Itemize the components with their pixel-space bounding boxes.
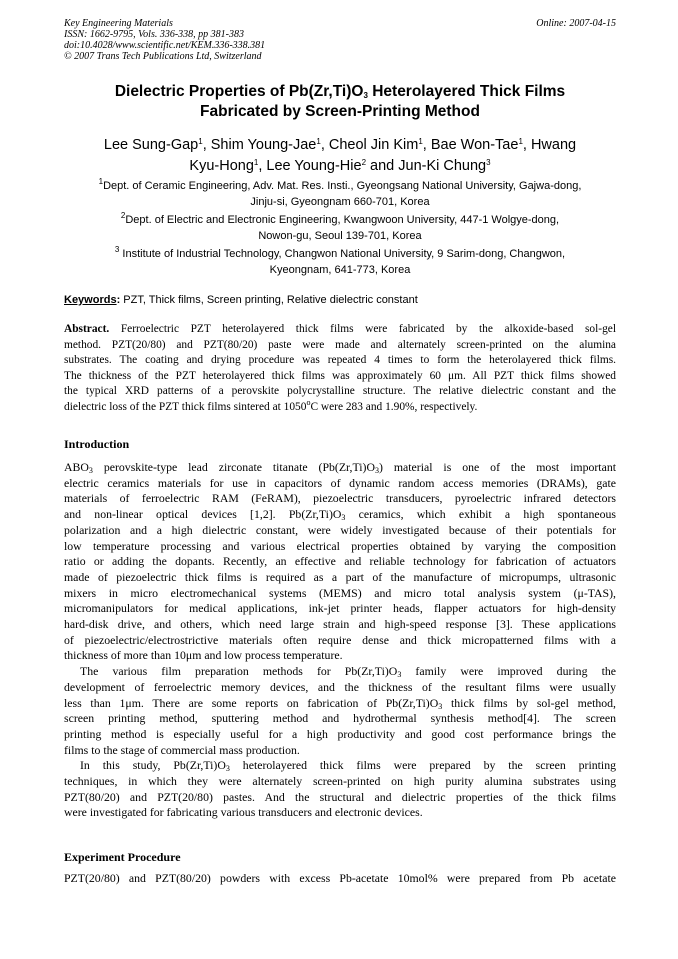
intro-line: polarization and a high dielectric constant, were widely investigated because of their potentials for: [64, 522, 616, 537]
author-list: [64, 135, 616, 177]
journal-header: [64, 18, 616, 62]
abstract-line: Abstract. Ferroelectric PZT heterolayered thick films were fabricated by the alkoxide-based sol-gel: [64, 323, 616, 335]
affiliation-1-line-1: $^1$Dept. of Ceramic Engineering, Adv. Mat. Res. Insti., Gyeongsang National University, Gajwa-dong,: [98, 177, 582, 192]
intro-line: micromanipulators for medical applications, ink-jet printer heads, flapper actuators for high-density: [64, 601, 616, 616]
author-line-1: Lee Sung-Gap$^1$, Shim Young-Jae$^1$, Cheol Jin Kim$^1$, Bae Won-Tae$^1$, Hwang: [103, 137, 577, 153]
experiment-heading: Experiment Procedure: [64, 850, 181, 864]
introduction-body: [64, 460, 616, 821]
intro-line: thickness of more than 10μm and low process temperature.: [64, 648, 343, 663]
abstract-line: the typical XRD patterns of a perovskite polycrystalline structure. The relative dielectric constant and the: [64, 385, 616, 398]
intro-line: mixers in micro electromechanical systems (MEMS) and micro total analysis system (μ-TAS),: [64, 585, 616, 600]
intro-line: materials of ferroelectric RAM (FeRAM), piezoelectric transducers, pyroelectric infrared detectors: [64, 491, 616, 506]
intro-line: techniques, in which they were alternately screen-printed on high purity alumina substrates using: [64, 774, 616, 789]
intro-line: In this study, $Pb(Zr,Ti)O_3$ heterolayered thick films were prepared by the screen printing: [80, 758, 617, 774]
intro-line: printing method is especially useful for a high productivity and good cost performance brings the: [64, 726, 616, 741]
intro-line: less than 1μm. There are some reports on fabrication of $Pb(Zr,Ti)O_3$ thick films by sol-gel method,: [64, 695, 616, 711]
introduction-heading: Introduction: [64, 437, 130, 451]
intro-line: ratio or adding the dopants. Recently, an effective and reliable technology for fabrication of actuators: [64, 554, 616, 569]
affiliation-3-line-2: Kyeongnam, 641-773, Korea: [269, 264, 411, 276]
author-line-2: Kyu-Hong$^1$, Lee Young-Hie$^2$ and Jun-Ki Chung$^3$: [189, 158, 491, 174]
intro-line: $ABO_3$ perovskite-type lead zirconate titanate $(Pb(Zr,Ti)O_3)$ material is one of the most important: [64, 460, 616, 475]
affiliation-1-line-2: Jinju-si, Gyeongnam 660-701, Korea: [250, 196, 430, 208]
affiliation-2-line-1: $^2$Dept. of Electric and Electronic Engineering, Kwangwoon University, 447-1 Wolgye-dong,: [120, 211, 560, 226]
abstract-line: method. PZT(20/80) and PZT(80/20) paste were made and alternately screen-printed on the alumina: [64, 338, 616, 351]
affiliations: [64, 178, 616, 278]
abstract-line: The thickness of the PZT heterolayered thick films was approximately 60 μm. All PZT thick films showed: [64, 369, 616, 382]
intro-line: development of ferroelectric memory devices, and the thickness of the resultant films were usually: [64, 679, 616, 694]
keywords-line: Keywords: PZT, Thick films, Screen printing, Relative dielectric constant: [64, 294, 418, 306]
intro-line: were investigated for fabricating various transducers and electronic devices.: [64, 805, 423, 820]
copyright-line: © 2007 Trans Tech Publications Ltd, Switzerland: [64, 51, 262, 62]
paper-title: [64, 82, 616, 122]
intro-line: The various film preparation methods for $Pb(Zr,Ti)O_3$ family were improved during the: [80, 664, 616, 680]
intro-line: screen printing method, sputtering method and hydrothermal synthesis method[4]. The screen: [64, 711, 616, 726]
experiment-body: [64, 871, 616, 887]
intro-line: low temperature processing and various electrical properties obtained by varying the composition: [64, 538, 616, 553]
keywords-label: Keywords: [64, 294, 117, 306]
affiliation-2-line-2: Nowon-gu, Seoul 139-701, Korea: [258, 230, 422, 242]
intro-line: made of piezoelectric thick films is required as a part of the manufacture of micropumps, ultrasonic: [64, 569, 616, 584]
intro-line: hard-disk drive, and others, which need large strain and high-speed response [3]. These applications: [64, 617, 616, 632]
intro-line: of piezoelectric/electrostrictive materials often require dense and thick micropatterned films with a: [64, 632, 616, 647]
abstract-line: substrates. The coating and drying procedure was repeated 4 times to form the heterolayered thick films.: [64, 354, 616, 367]
abstract: [64, 322, 616, 416]
intro-line: electric ceramics materials for use in capacitors of dynamic random access memories (DRAMs), gate: [64, 475, 616, 490]
abstract-line: dielectric loss of the PZT thick films sintered at 1050$^o$C were 283 and 1.90%, respectively.: [64, 397, 478, 413]
online-date: Online: 2007-04-15: [536, 18, 616, 29]
intro-line: PZT(80/20) and PZT(20/80) pastes. And the structural and dielectric properties of the thick films: [64, 789, 616, 804]
affiliation-3-line-1: $^3$ Institute of Industrial Technology, Changwon National University, 9 Sarim-dong, Changwon,: [114, 245, 566, 260]
experiment-line: PZT(20/80) and PZT(80/20) powders with excess Pb-acetate 10mol% were prepared from Pb acetate: [64, 871, 616, 885]
issn-line: ISSN: 1662-9795, Vols. 336-338, pp 381-383: [64, 29, 244, 40]
title-line-2: Fabricated by Screen-Printing Method: [200, 103, 480, 120]
journal-name: Key Engineering Materials: [64, 18, 173, 29]
doi-line: doi:10.4028/www.scientific.net/KEM.336-338.381: [64, 40, 266, 51]
intro-line: films to the stage of commercial mass production.: [64, 742, 300, 757]
intro-line: and non-linear optical devices [1,2]. $Pb(Zr,Ti)O_3$ ceramics, which exhibit a high spontaneous: [64, 507, 616, 523]
keywords-text: PZT, Thick films, Screen printing, Relative dielectric constant: [120, 294, 418, 306]
title-line-1: Dielectric Properties of $Pb(Zr,Ti)O_3$ Heterolayered Thick Films: [114, 83, 566, 100]
